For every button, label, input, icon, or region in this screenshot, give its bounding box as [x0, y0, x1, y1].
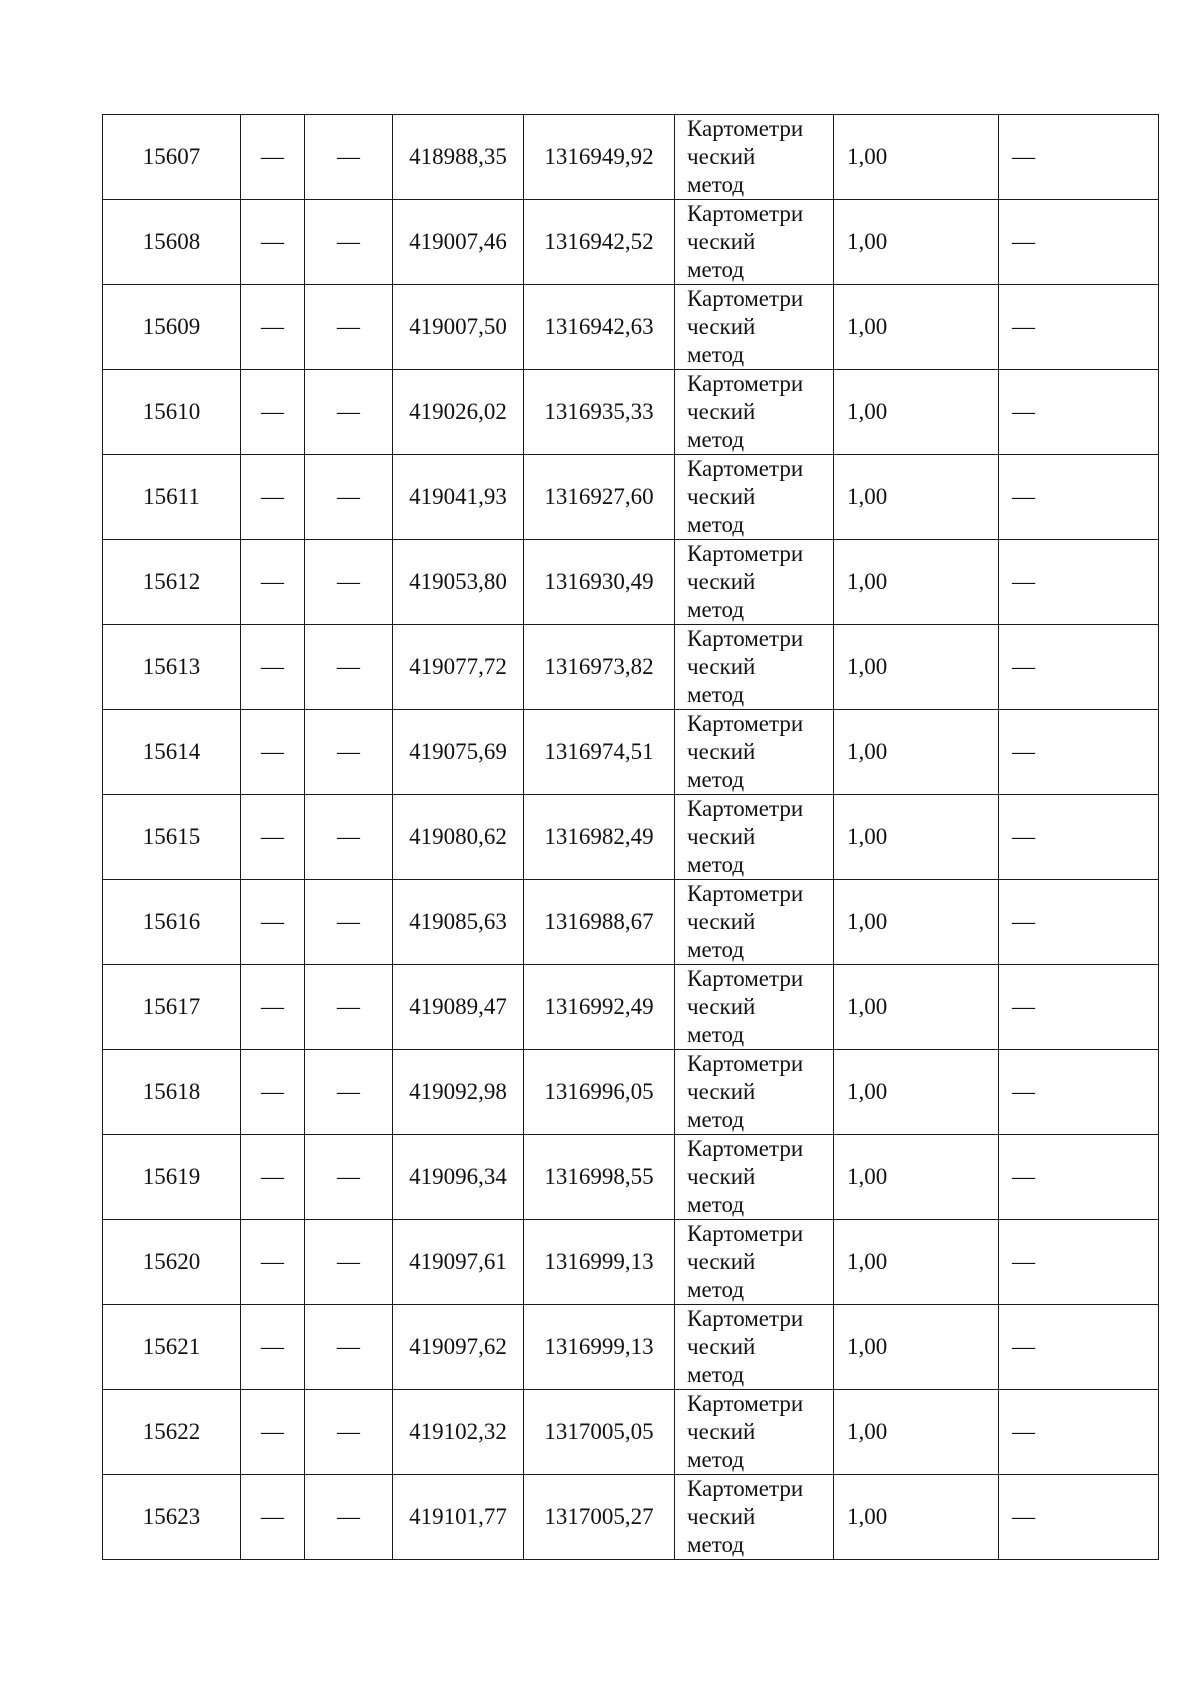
y-coordinate-cell: 1316930,49	[524, 540, 675, 625]
empty-value-cell: —	[241, 880, 305, 965]
point-number-cell: 15612	[103, 540, 241, 625]
table-row	[103, 115, 1159, 200]
y-coordinate-cell: 1316935,33	[524, 370, 675, 455]
accuracy-cell: 1,00	[834, 540, 999, 625]
accuracy-cell: 1,00	[834, 200, 999, 285]
empty-value-cell: —	[999, 965, 1159, 1050]
table-row	[103, 1050, 1159, 1135]
y-coordinate-cell: 1316999,13	[524, 1305, 675, 1390]
method-cell	[675, 200, 834, 285]
method-text-line: метод	[687, 767, 745, 792]
empty-value-cell: —	[305, 710, 393, 795]
point-number-cell: 15619	[103, 1135, 241, 1220]
method-text-line: метод	[687, 1362, 745, 1387]
point-number-cell: 15608	[103, 200, 241, 285]
table-body	[103, 115, 1159, 1560]
method-text-line: Картометри	[687, 796, 804, 821]
accuracy-cell: 1,00	[834, 1220, 999, 1305]
point-number-cell: 15617	[103, 965, 241, 1050]
empty-value-cell: —	[305, 540, 393, 625]
method-cell	[675, 1050, 834, 1135]
method-cell	[675, 1305, 834, 1390]
x-coordinate-cell: 419089,47	[393, 965, 524, 1050]
point-number-cell: 15610	[103, 370, 241, 455]
empty-value-cell: —	[999, 540, 1159, 625]
method-text-line: Картометри	[687, 371, 804, 396]
x-coordinate-cell: 419097,62	[393, 1305, 524, 1390]
table-row	[103, 540, 1159, 625]
method-text-line: ческий	[687, 1334, 756, 1359]
y-coordinate-cell: 1316942,63	[524, 285, 675, 370]
y-coordinate-cell: 1316974,51	[524, 710, 675, 795]
method-text-line: метод	[687, 1107, 745, 1132]
y-coordinate-cell: 1316988,67	[524, 880, 675, 965]
empty-value-cell: —	[241, 1305, 305, 1390]
method-text-line: ческий	[687, 1164, 756, 1189]
method-text-line: метод	[687, 257, 745, 282]
method-cell	[675, 1390, 834, 1475]
point-number-cell: 15615	[103, 795, 241, 880]
y-coordinate-cell: 1316992,49	[524, 965, 675, 1050]
empty-value-cell: —	[999, 880, 1159, 965]
x-coordinate-cell: 419026,02	[393, 370, 524, 455]
method-text-line: ческий	[687, 1249, 756, 1274]
empty-value-cell: —	[305, 1390, 393, 1475]
method-text-line: ческий	[687, 569, 756, 594]
empty-value-cell: —	[999, 1220, 1159, 1305]
y-coordinate-cell: 1316996,05	[524, 1050, 675, 1135]
y-coordinate-cell: 1316942,52	[524, 200, 675, 285]
method-text-line: Картометри	[687, 966, 804, 991]
y-coordinate-cell: 1316927,60	[524, 455, 675, 540]
method-text-line: метод	[687, 342, 745, 367]
method-text-line: метод	[687, 1447, 745, 1472]
accuracy-cell: 1,00	[834, 625, 999, 710]
y-coordinate-cell: 1317005,05	[524, 1390, 675, 1475]
method-text-line: Картометри	[687, 116, 804, 141]
empty-value-cell: —	[241, 1475, 305, 1560]
method-text-line: ческий	[687, 739, 756, 764]
accuracy-cell: 1,00	[834, 115, 999, 200]
table-row	[103, 625, 1159, 710]
x-coordinate-cell: 419097,61	[393, 1220, 524, 1305]
empty-value-cell: —	[305, 200, 393, 285]
accuracy-cell: 1,00	[834, 1390, 999, 1475]
table-row	[103, 795, 1159, 880]
method-cell	[675, 370, 834, 455]
table-row	[103, 285, 1159, 370]
accuracy-cell: 1,00	[834, 285, 999, 370]
table-row	[103, 1135, 1159, 1220]
table-row	[103, 1305, 1159, 1390]
table-row	[103, 1220, 1159, 1305]
method-cell	[675, 115, 834, 200]
table-row	[103, 880, 1159, 965]
x-coordinate-cell: 419092,98	[393, 1050, 524, 1135]
method-text-line: метод	[687, 682, 745, 707]
method-text-line: ческий	[687, 994, 756, 1019]
x-coordinate-cell: 419077,72	[393, 625, 524, 710]
empty-value-cell: —	[305, 1050, 393, 1135]
empty-value-cell: —	[999, 370, 1159, 455]
point-number-cell: 15621	[103, 1305, 241, 1390]
method-text-line: метод	[687, 1192, 745, 1217]
point-number-cell: 15622	[103, 1390, 241, 1475]
method-text-line: Картометри	[687, 1476, 804, 1501]
empty-value-cell: —	[241, 795, 305, 880]
empty-value-cell: —	[241, 115, 305, 200]
x-coordinate-cell: 419053,80	[393, 540, 524, 625]
accuracy-cell: 1,00	[834, 370, 999, 455]
empty-value-cell: —	[241, 285, 305, 370]
empty-value-cell: —	[305, 625, 393, 710]
point-number-cell: 15623	[103, 1475, 241, 1560]
method-text-line: ческий	[687, 399, 756, 424]
empty-value-cell: —	[241, 1220, 305, 1305]
coordinates-table	[102, 114, 1159, 1560]
x-coordinate-cell: 418988,35	[393, 115, 524, 200]
method-cell	[675, 795, 834, 880]
method-text-line: Картометри	[687, 456, 804, 481]
empty-value-cell: —	[999, 200, 1159, 285]
empty-value-cell: —	[241, 540, 305, 625]
method-cell	[675, 1135, 834, 1220]
method-text-line: Картометри	[687, 286, 804, 311]
empty-value-cell: —	[999, 1475, 1159, 1560]
method-cell	[675, 1475, 834, 1560]
y-coordinate-cell: 1316973,82	[524, 625, 675, 710]
accuracy-cell: 1,00	[834, 965, 999, 1050]
method-text-line: ческий	[687, 1419, 756, 1444]
y-coordinate-cell: 1316982,49	[524, 795, 675, 880]
y-coordinate-cell: 1316998,55	[524, 1135, 675, 1220]
method-text-line: Картометри	[687, 626, 804, 651]
method-cell	[675, 455, 834, 540]
method-text-line: Картометри	[687, 1136, 804, 1161]
accuracy-cell: 1,00	[834, 1475, 999, 1560]
method-text-line: ческий	[687, 654, 756, 679]
accuracy-cell: 1,00	[834, 455, 999, 540]
point-number-cell: 15618	[103, 1050, 241, 1135]
method-cell	[675, 625, 834, 710]
method-text-line: ческий	[687, 314, 756, 339]
empty-value-cell: —	[999, 285, 1159, 370]
method-cell	[675, 285, 834, 370]
empty-value-cell: —	[305, 880, 393, 965]
point-number-cell: 15620	[103, 1220, 241, 1305]
point-number-cell: 15613	[103, 625, 241, 710]
accuracy-cell: 1,00	[834, 1305, 999, 1390]
method-text-line: метод	[687, 172, 745, 197]
empty-value-cell: —	[305, 285, 393, 370]
method-text-line: Картометри	[687, 1306, 804, 1331]
method-cell	[675, 880, 834, 965]
empty-value-cell: —	[241, 1390, 305, 1475]
empty-value-cell: —	[999, 455, 1159, 540]
empty-value-cell: —	[241, 455, 305, 540]
x-coordinate-cell: 419102,32	[393, 1390, 524, 1475]
table-row	[103, 370, 1159, 455]
method-text-line: Картометри	[687, 1051, 804, 1076]
empty-value-cell: —	[305, 455, 393, 540]
y-coordinate-cell: 1317005,27	[524, 1475, 675, 1560]
empty-value-cell: —	[241, 1050, 305, 1135]
empty-value-cell: —	[305, 795, 393, 880]
accuracy-cell: 1,00	[834, 710, 999, 795]
empty-value-cell: —	[241, 625, 305, 710]
empty-value-cell: —	[999, 1135, 1159, 1220]
accuracy-cell: 1,00	[834, 1135, 999, 1220]
accuracy-cell: 1,00	[834, 795, 999, 880]
x-coordinate-cell: 419075,69	[393, 710, 524, 795]
method-text-line: Картометри	[687, 881, 804, 906]
method-text-line: метод	[687, 1277, 745, 1302]
table-row	[103, 710, 1159, 795]
empty-value-cell: —	[241, 965, 305, 1050]
method-text-line: метод	[687, 937, 745, 962]
method-text-line: ческий	[687, 229, 756, 254]
method-text-line: ческий	[687, 144, 756, 169]
method-text-line: ческий	[687, 1504, 756, 1529]
x-coordinate-cell: 419085,63	[393, 880, 524, 965]
method-text-line: метод	[687, 852, 745, 877]
method-text-line: ческий	[687, 484, 756, 509]
method-text-line: ческий	[687, 824, 756, 849]
table-row	[103, 455, 1159, 540]
method-text-line: Картометри	[687, 711, 804, 736]
empty-value-cell: —	[305, 1475, 393, 1560]
empty-value-cell: —	[241, 1135, 305, 1220]
point-number-cell: 15609	[103, 285, 241, 370]
empty-value-cell: —	[999, 1390, 1159, 1475]
x-coordinate-cell: 419080,62	[393, 795, 524, 880]
point-number-cell: 15607	[103, 115, 241, 200]
method-cell	[675, 710, 834, 795]
empty-value-cell: —	[305, 1305, 393, 1390]
x-coordinate-cell: 419041,93	[393, 455, 524, 540]
method-text-line: Картометри	[687, 541, 804, 566]
empty-value-cell: —	[999, 1050, 1159, 1135]
method-cell	[675, 965, 834, 1050]
point-number-cell: 15614	[103, 710, 241, 795]
y-coordinate-cell: 1316999,13	[524, 1220, 675, 1305]
x-coordinate-cell: 419101,77	[393, 1475, 524, 1560]
method-text-line: ческий	[687, 909, 756, 934]
empty-value-cell: —	[241, 710, 305, 795]
method-text-line: Картометри	[687, 1391, 804, 1416]
empty-value-cell: —	[241, 370, 305, 455]
empty-value-cell: —	[305, 1220, 393, 1305]
method-text-line: метод	[687, 512, 745, 537]
table-row	[103, 1390, 1159, 1475]
method-text-line: метод	[687, 427, 745, 452]
empty-value-cell: —	[305, 965, 393, 1050]
method-text-line: ческий	[687, 1079, 756, 1104]
method-cell	[675, 1220, 834, 1305]
x-coordinate-cell: 419096,34	[393, 1135, 524, 1220]
point-number-cell: 15616	[103, 880, 241, 965]
method-cell	[675, 540, 834, 625]
empty-value-cell: —	[305, 370, 393, 455]
table-row	[103, 965, 1159, 1050]
empty-value-cell: —	[999, 710, 1159, 795]
empty-value-cell: —	[305, 1135, 393, 1220]
table-row	[103, 1475, 1159, 1560]
empty-value-cell: —	[999, 795, 1159, 880]
accuracy-cell: 1,00	[834, 880, 999, 965]
method-text-line: метод	[687, 1532, 745, 1557]
empty-value-cell: —	[999, 115, 1159, 200]
table-row	[103, 200, 1159, 285]
empty-value-cell: —	[999, 1305, 1159, 1390]
empty-value-cell: —	[305, 115, 393, 200]
method-text-line: Картометри	[687, 1221, 804, 1246]
point-number-cell: 15611	[103, 455, 241, 540]
method-text-line: метод	[687, 1022, 745, 1047]
method-text-line: Картометри	[687, 201, 804, 226]
accuracy-cell: 1,00	[834, 1050, 999, 1135]
y-coordinate-cell: 1316949,92	[524, 115, 675, 200]
empty-value-cell: —	[999, 625, 1159, 710]
empty-value-cell: —	[241, 200, 305, 285]
x-coordinate-cell: 419007,46	[393, 200, 524, 285]
method-text-line: метод	[687, 597, 745, 622]
x-coordinate-cell: 419007,50	[393, 285, 524, 370]
